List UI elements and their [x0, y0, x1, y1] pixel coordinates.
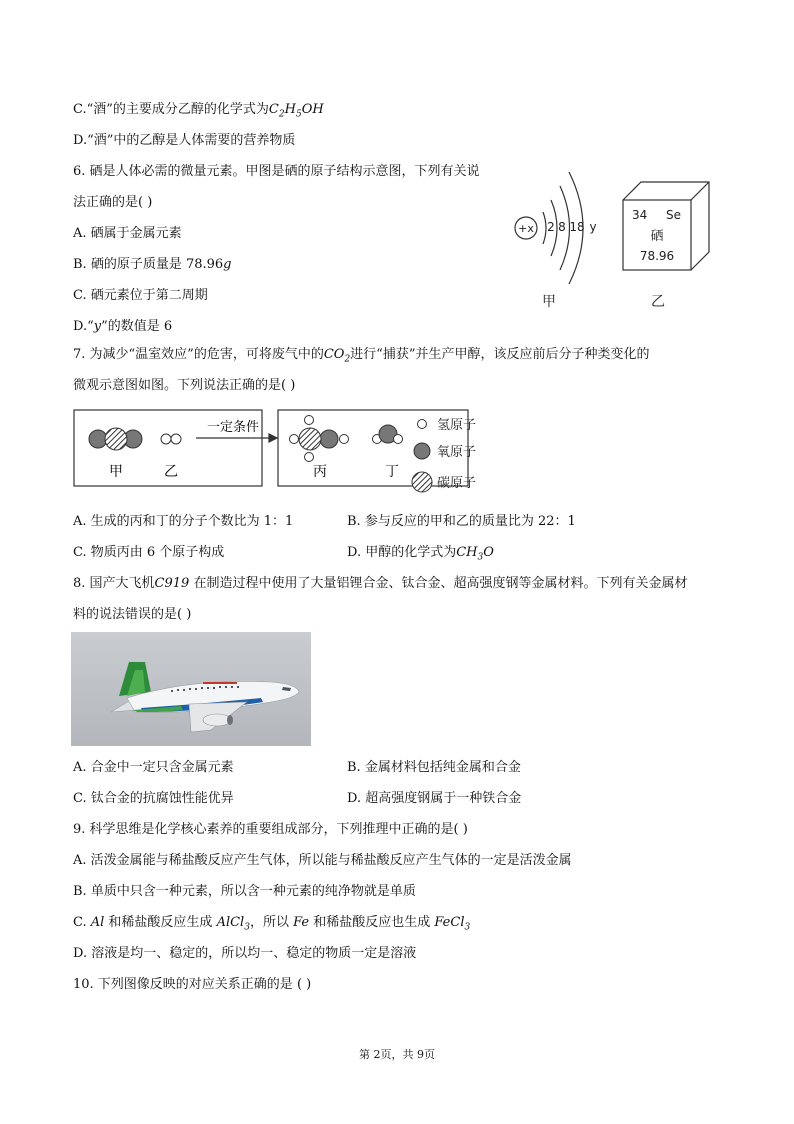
- q8-option-d: D. 超高强度钢属于一种铁合金: [347, 791, 522, 806]
- q6-stem-line2: 法正确的是( ): [73, 195, 153, 210]
- legend-oxygen-symbol: [414, 443, 430, 459]
- relative-atomic-mass: 78.96: [639, 249, 675, 263]
- q6-option-a: A. 硒属于金属元素: [73, 226, 182, 241]
- q8-stem-line1: 8. 国产大飞机C919 在制造过程中使用了大量铝锂合金、钛合金、超高强度钢等金属材料。下列有关金属材: [73, 576, 688, 591]
- q7-option-b: B. 参与反应的甲和乙的质量比为 22：1: [347, 514, 576, 529]
- q7-stem-line1: 7. 为减少“温室效应”的危害，可将废气中的$CO_2$进行“捕获”并生产甲醇，该反应前后分子种类变化的: [73, 347, 650, 365]
- q8-stem-line2: 料的说法错误的是( ): [73, 607, 192, 622]
- q7-option-d: D. 甲醇的化学式为$CH_3O$: [347, 545, 494, 563]
- electron-shell-1: [543, 212, 546, 244]
- q7-option-c: C. 物质丙由 6 个原子构成: [73, 545, 225, 560]
- label-jia: 甲: [542, 294, 556, 310]
- shell-count-3: 18: [569, 220, 585, 234]
- ethanol-formula: $C_2H_5OH$: [268, 102, 324, 120]
- q6-option-b: B. 硒的原子质量是 78.96g: [73, 257, 232, 272]
- molecule-h2: [161, 434, 181, 444]
- q9-stem: 9. 科学思维是化学核心素养的重要组成部分，下列推理中正确的是( ): [73, 822, 468, 837]
- engine: [203, 714, 231, 726]
- label-jia: 甲: [109, 464, 123, 480]
- page-footer: 第 2页，共 9页: [359, 1048, 435, 1061]
- q5-option-d: D.“酒”中的乙醇是人体需要的营养物质: [73, 133, 296, 148]
- shell-count-2: 8: [558, 220, 566, 234]
- q9-option-b: B. 单质中只含一种元素，所以含一种元素的纯净物就是单质: [73, 884, 416, 899]
- molecule-h2o: [373, 425, 403, 444]
- shell-count-1: 2: [547, 220, 555, 234]
- reaction-arrow-icon: [196, 434, 277, 442]
- legend-carbon-symbol: [412, 472, 432, 492]
- q9-option-d: D. 溶液是均一、稳定的，所以均一、稳定的物质一定是溶液: [73, 946, 417, 961]
- q8-option-a: A. 合金中一定只含金属元素: [73, 760, 234, 775]
- q8-option-b: B. 金属材料包括纯金属和合金: [347, 760, 521, 775]
- legend-carbon-label: 碳原子: [437, 476, 477, 491]
- element-name: 硒: [650, 229, 664, 244]
- q9-option-c: C. Al 和稀盐酸反应生成 AlCl$_3$，所以 Fe 和稀盐酸反应也生成 FeCl$_3$: [73, 915, 471, 933]
- legend-hydrogen-label: 氢原子: [437, 418, 477, 433]
- q6-stem-line1: 6. 硒是人体必需的微量元素。甲图是硒的原子结构示意图，下列有关说: [73, 164, 480, 179]
- reaction-diagram: [70, 402, 500, 494]
- label-yi: 乙: [164, 464, 178, 480]
- q6-option-c: C. 硒元素位于第二周期: [73, 288, 208, 303]
- label-yi: 乙: [651, 294, 665, 310]
- element-symbol: Se: [666, 208, 681, 222]
- selenium-diagram: [505, 160, 735, 315]
- label-ding: 丁: [385, 464, 399, 480]
- legend-oxygen-label: 氧原子: [437, 445, 477, 460]
- aircraft-photo: [71, 632, 311, 746]
- reaction-condition: 一定条件: [206, 420, 260, 435]
- shell-count-4: y: [589, 220, 597, 234]
- q10-stem: 10. 下列图像反映的对应关系正确的是 ( ): [73, 977, 312, 992]
- q8-option-c: C. 钛合金的抗腐蚀性能优异: [73, 791, 234, 806]
- nucleus-label: +x: [518, 222, 534, 235]
- q9-option-a: A. 活泼金属能与稀盐酸反应产生气体，所以能与稀盐酸反应产生气体的一定是活泼金属: [73, 853, 572, 868]
- legend-hydrogen-symbol: [418, 420, 427, 429]
- molecule-co2: [89, 428, 142, 450]
- q5-option-c: C.“酒”的主要成分乙醇的化学式为$C_2H_5OH$: [73, 102, 324, 120]
- label-bing: 丙: [313, 464, 327, 480]
- molecule-ch3oh: [290, 416, 349, 462]
- atomic-number: 34: [632, 208, 648, 222]
- q7-stem-line2: 微观示意图如图。下列说法正确的是( ): [73, 378, 296, 393]
- q6-option-d: D.“y”的数值是 6: [73, 319, 173, 334]
- q7-option-a: A. 生成的丙和丁的分子个数比为 1：1: [73, 514, 294, 529]
